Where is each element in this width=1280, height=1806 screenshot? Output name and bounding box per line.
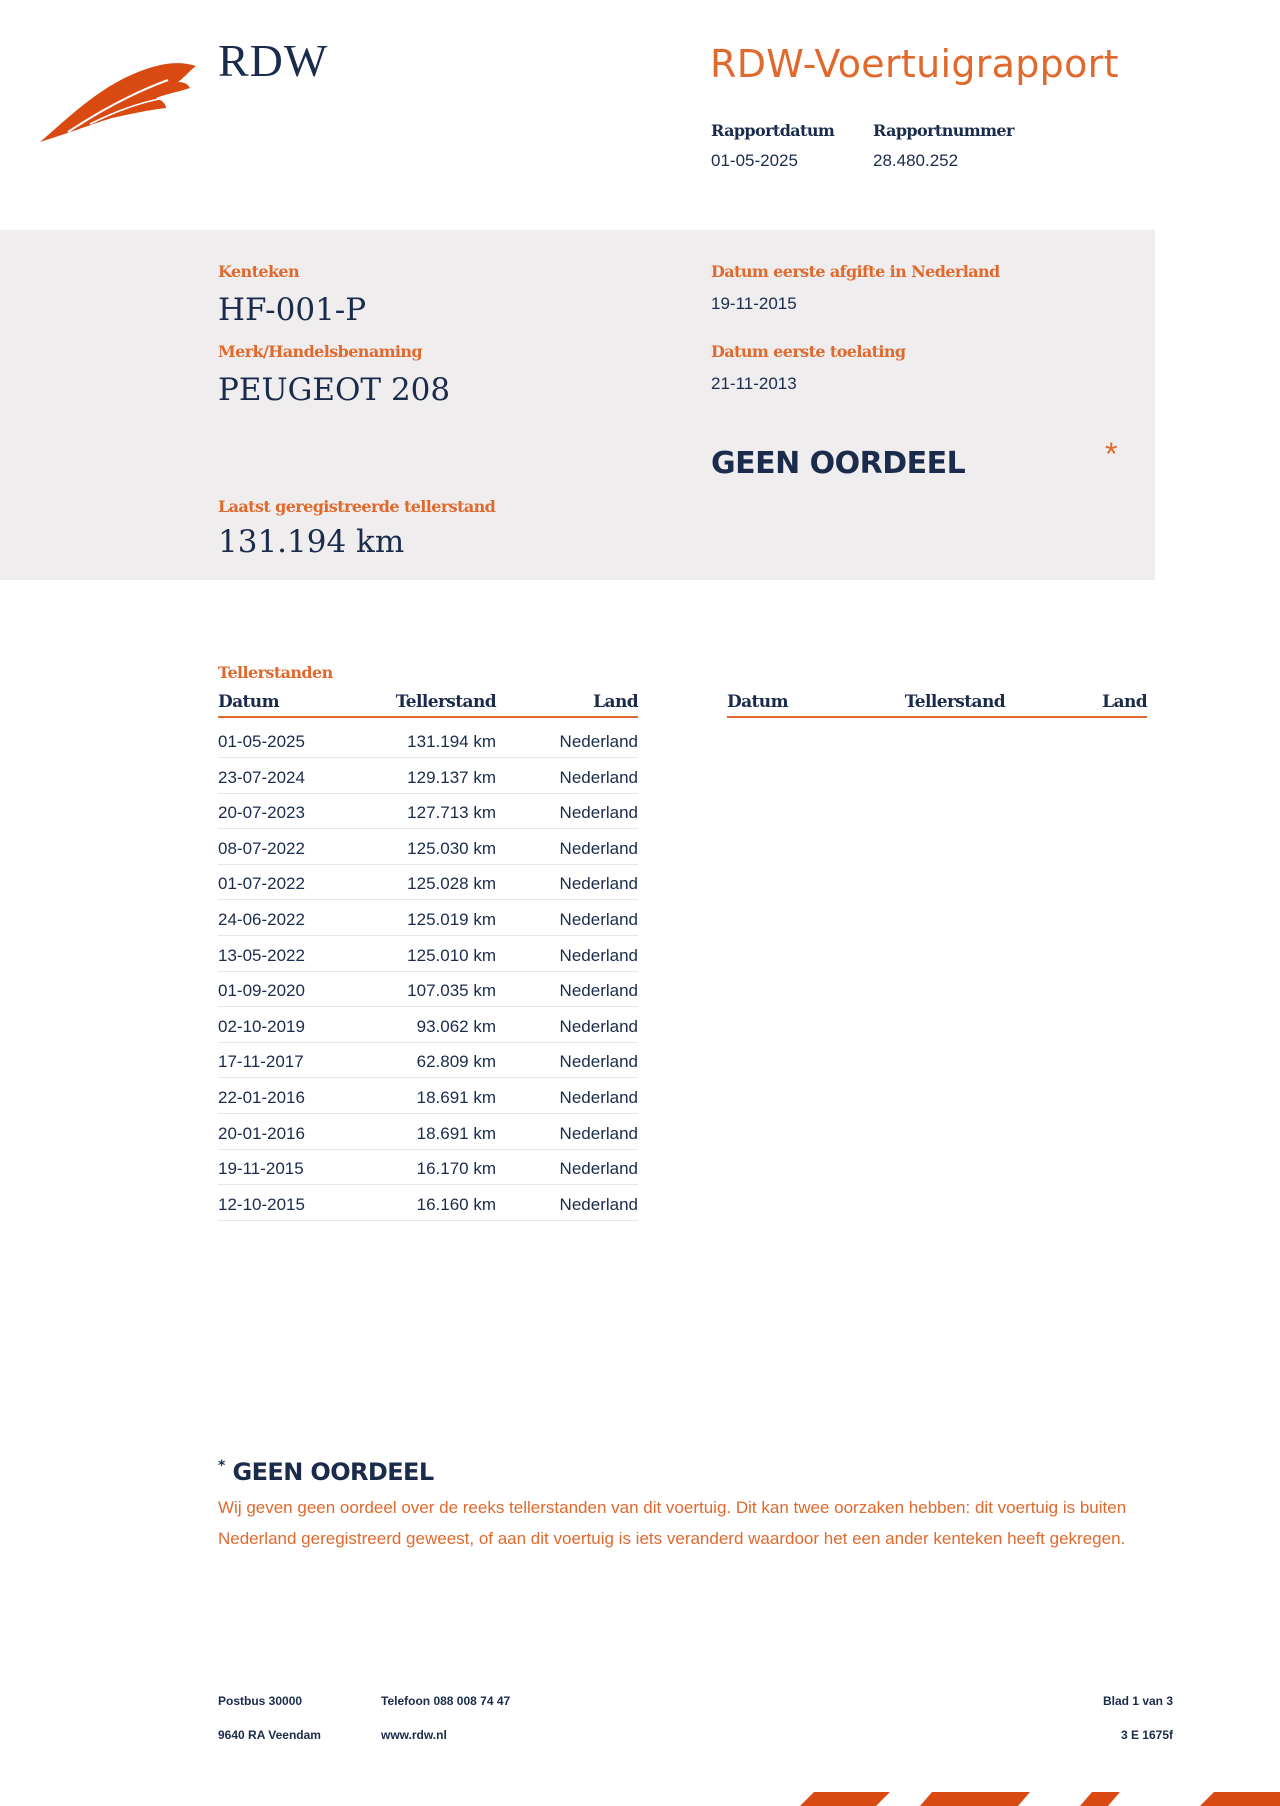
table-row xyxy=(218,1114,638,1150)
row-date: 22-01-2016 xyxy=(218,1088,305,1107)
table-header-left xyxy=(218,692,638,718)
brand-name: RDW xyxy=(218,35,329,86)
row-odometer: 18.691 km xyxy=(416,1088,496,1107)
table-row xyxy=(218,864,638,900)
row-odometer: 125.030 km xyxy=(407,838,496,858)
report-title: RDW-Voertuigrapport xyxy=(710,42,1119,86)
table-row xyxy=(218,900,638,936)
col-header-country: Land xyxy=(593,692,638,712)
last-odometer-value: 131.194 km xyxy=(218,524,405,560)
row-odometer: 18.691 km xyxy=(416,1123,496,1143)
note-marker: * xyxy=(218,1458,225,1474)
rdw-logo-icon xyxy=(38,58,198,148)
odometer-table-title: Tellerstanden xyxy=(218,663,333,682)
table-row xyxy=(218,971,638,1007)
row-odometer: 107.035 km xyxy=(407,981,496,1001)
row-date: 13-05-2022 xyxy=(218,945,305,965)
footer-code: 3 E 1675f xyxy=(1120,1728,1173,1742)
vehicle-info-panel xyxy=(0,230,1155,580)
col-header-country: Land xyxy=(1102,692,1147,712)
row-date: 08-07-2022 xyxy=(218,838,305,858)
row-odometer: 16.160 km xyxy=(416,1194,496,1214)
row-country: Nederland xyxy=(559,874,638,894)
report-date: 01-05-2025 xyxy=(711,151,798,170)
table-row xyxy=(218,1007,638,1043)
verdict: GEEN OORDEEL xyxy=(711,446,966,481)
first-nl-label: Datum eerste afgifte in Nederland xyxy=(711,262,1000,281)
first-admission-label: Datum eerste toelating xyxy=(711,342,906,361)
note-text: Wij geven geen oordeel over de reeks tellerstanden van dit voertuig. Dit kan twee oorzaken hebben: dit voertuig is buiten Nederland geregistreerd geweest, of aan dit voertuig is iets veranderd waardoor het een ander kenteken heeft gekregen. xyxy=(218,1498,1127,1548)
row-date: 02-10-2019 xyxy=(218,1016,305,1036)
table-row xyxy=(218,758,638,794)
col-header-date: Datum xyxy=(218,692,279,712)
first-nl-value: 19-11-2015 xyxy=(711,294,797,313)
row-odometer: 93.062 km xyxy=(416,1016,496,1036)
col-header-odometer: Tellerstand xyxy=(395,692,496,712)
row-odometer: 125.010 km xyxy=(407,945,496,965)
first-admission-value: 21-11-2013 xyxy=(711,374,797,393)
report-number: 28.480.252 xyxy=(873,151,959,170)
row-country: Nederland xyxy=(559,1159,638,1179)
row-odometer: 125.028 km xyxy=(407,874,496,894)
plate-value: HF-001-P xyxy=(218,292,367,328)
table-row xyxy=(218,1042,638,1078)
table-header-right xyxy=(727,692,1147,718)
last-odometer-label: Laatst geregistreerde tellerstand xyxy=(218,497,496,516)
row-date: 20-07-2023 xyxy=(218,803,305,823)
row-date: 24-06-2022 xyxy=(218,910,305,929)
table-row xyxy=(218,722,638,758)
row-country: Nederland xyxy=(559,981,638,1001)
footer-page: Blad 1 van 3 xyxy=(1102,1694,1173,1708)
row-date: 17-11-2017 xyxy=(218,1052,304,1072)
col-header-odometer: Tellerstand xyxy=(904,692,1005,712)
row-odometer: 16.170 km xyxy=(416,1159,496,1179)
row-country: Nederland xyxy=(559,1052,638,1072)
table-row xyxy=(218,936,638,972)
table-row xyxy=(218,793,638,829)
table-row xyxy=(218,1078,638,1114)
row-date: 19-11-2015 xyxy=(218,1159,304,1179)
row-odometer: 127.713 km xyxy=(407,803,496,823)
row-country: Nederland xyxy=(559,732,638,751)
footer-website[interactable]: www.rdw.nl xyxy=(381,1728,447,1742)
row-country: Nederland xyxy=(559,1194,638,1214)
row-odometer: 62.809 km xyxy=(416,1052,496,1072)
row-country: Nederland xyxy=(559,803,638,823)
row-date: 01-07-2022 xyxy=(218,874,305,894)
row-country: Nederland xyxy=(559,1016,638,1036)
report-number-label: Rapportnummer xyxy=(873,121,1014,140)
row-date: 20-01-2016 xyxy=(218,1123,305,1143)
row-odometer: 125.019 km xyxy=(407,910,496,929)
row-date: 01-05-2025 xyxy=(218,732,305,751)
row-date: 12-10-2015 xyxy=(218,1194,305,1214)
note-title-text: GEEN OORDEEL xyxy=(232,1458,434,1486)
row-odometer: 129.137 km xyxy=(407,767,496,787)
row-country: Nederland xyxy=(559,767,638,787)
table-row xyxy=(218,1185,638,1221)
row-country: Nederland xyxy=(559,1123,638,1143)
brand-value: PEUGEOT 208 xyxy=(218,372,451,408)
footer-stripes-icon xyxy=(780,1792,1280,1806)
row-date: 01-09-2020 xyxy=(218,981,305,1001)
col-header-date: Datum xyxy=(727,692,788,712)
row-country: Nederland xyxy=(559,1088,638,1107)
verdict-marker: * xyxy=(1105,436,1118,472)
row-odometer: 131.194 km xyxy=(407,732,496,751)
row-country: Nederland xyxy=(559,945,638,965)
brand-label: Merk/Handelsbenaming xyxy=(218,342,423,361)
row-date: 23-07-2024 xyxy=(218,767,305,787)
footer-postbus: Postbus 30000 xyxy=(218,1694,303,1708)
report-date-label: Rapportdatum xyxy=(711,121,835,140)
table-row xyxy=(218,829,638,865)
footer-phone: Telefoon 088 008 74 47 xyxy=(381,1694,511,1708)
row-country: Nederland xyxy=(559,910,638,929)
table-row xyxy=(218,1149,638,1185)
footer-city: 9640 RA Veendam xyxy=(218,1728,321,1742)
row-country: Nederland xyxy=(559,838,638,858)
plate-label: Kenteken xyxy=(218,262,300,281)
note-title xyxy=(218,1458,434,1486)
